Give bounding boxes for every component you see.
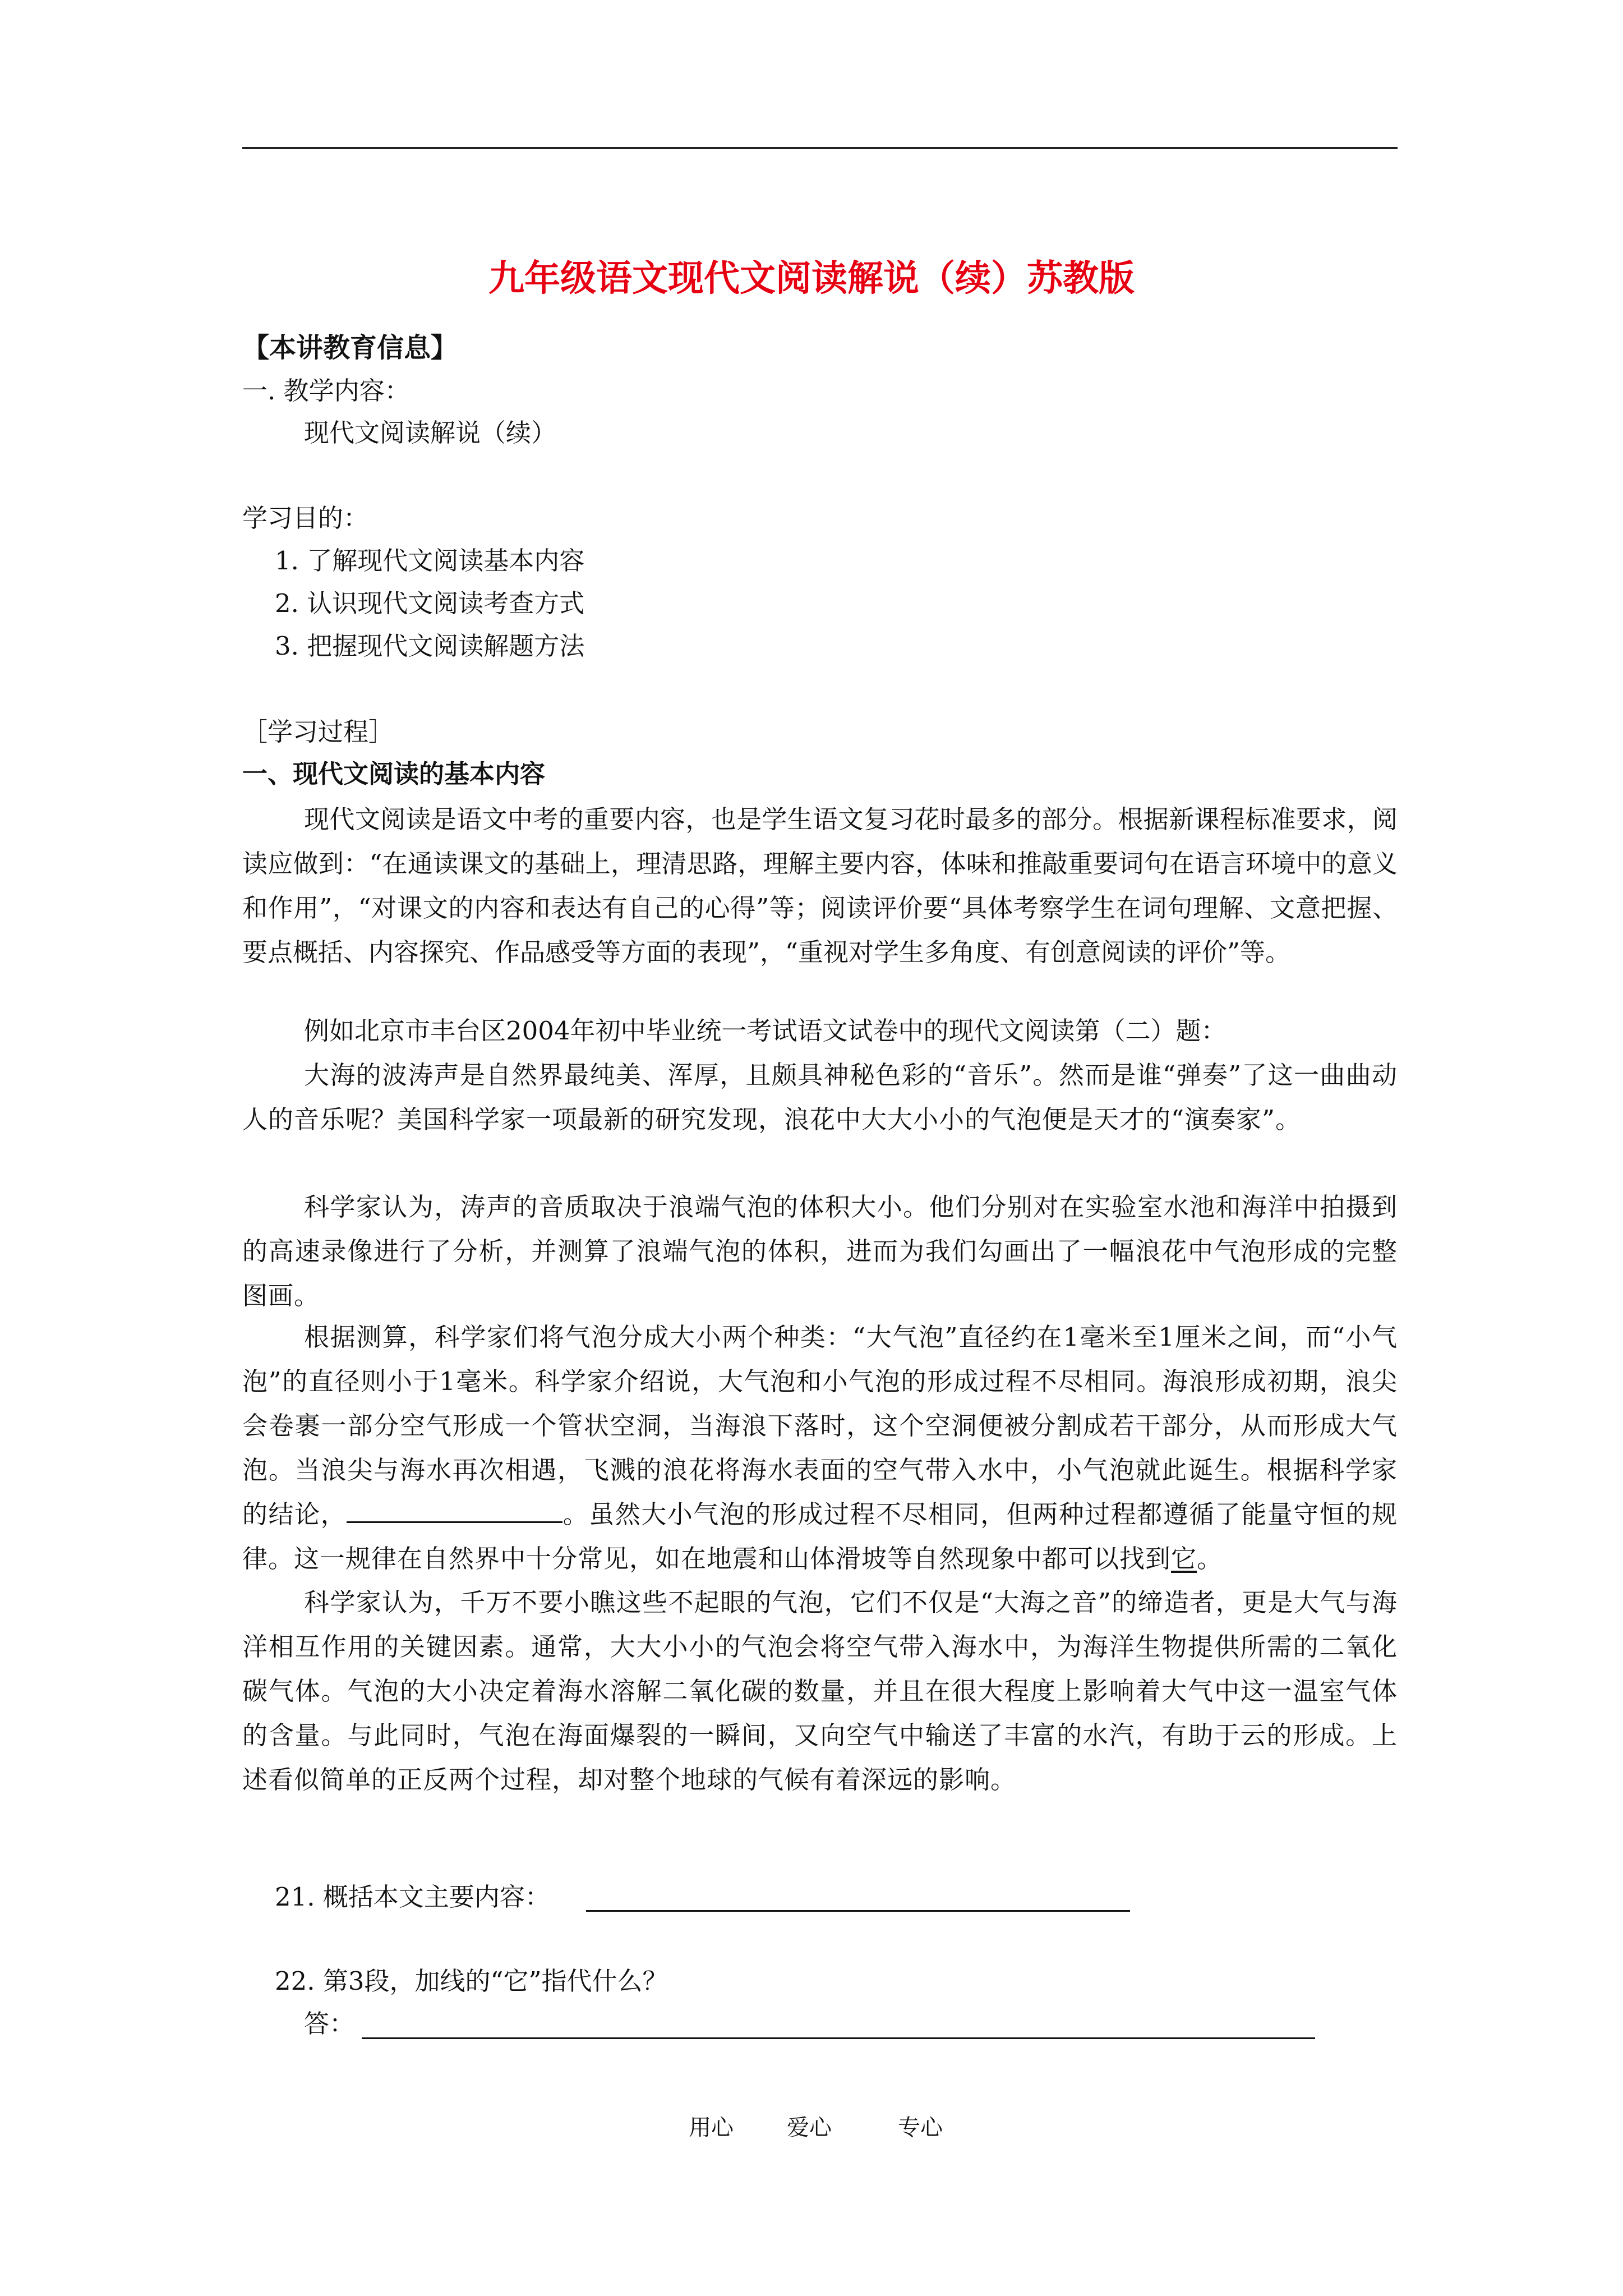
objective-item: 1. 了解现代文阅读基本内容 bbox=[275, 546, 585, 576]
footer-text-2: 爱心 bbox=[787, 2115, 832, 2141]
question-21-answer-line[interactable] bbox=[586, 1910, 1130, 1912]
question-21: 21. 概括本文主要内容： bbox=[275, 1882, 550, 1912]
footer-text-3: 专心 bbox=[898, 2115, 943, 2141]
process-label: ［学习过程］ bbox=[242, 717, 394, 747]
teaching-content: 现代文阅读解说（续） bbox=[304, 418, 557, 448]
objective-item: 2. 认识现代文阅读考查方式 bbox=[275, 588, 585, 618]
intro-paragraph: 现代文阅读是语文中考的重要内容，也是学生语文复习花时最多的部分。根据新课程标准要求，阅读应做到：“在通读课文的基础上，理清思路，理解主要内容，体味和推敲重要词句在语言环境中的意义和作用”，“对课文的内容和表达有自己的心得”等；阅读评价要“具体考察学生在词句理解、文意把握、要点概括、内容探究、作品感受等方面的表现”，“重视对学生多角度、有创意阅读的评价”等。 bbox=[242, 804, 1398, 967]
passage-paragraph-2: 科学家认为，涛声的音质取决于浪端气泡的体积大小。他们分别对在实验室水池和海洋中拍摄到的高速录像进行了分析，并测算了浪端气泡的体积，进而为我们勾画出了一幅浪花中气泡形成的完整图画。 bbox=[242, 1192, 1398, 1310]
footer-text-1: 用心 bbox=[689, 2115, 734, 2141]
passage-p3-before-blank: 根据测算，科学家们将气泡分成大小两个种类：“大气泡”直径约在1毫米至1厘米之间，而“小气泡”的直径则小于1毫米。科学家介绍说，大气泡和小气泡的形成过程不尽相同。海浪形成初期，浪尖会卷裹一部分空气形成一个管状空洞，当海浪下落时，这个空洞便被分割成若干部分，从而形成大气泡。当浪尖与海水再次相遇，飞溅的浪花将海水表面的空气带入水中，小气泡就此诞生。根据科学家的结论， bbox=[242, 1322, 1398, 1529]
passage-p3-after-blank: 。虽然大小气泡的形成过程不尽相同，但两种过程都遵循了能量守恒的规律。这一规律在自然界中十分常见，如在地震和山体滑坡等自然现象中都可以找到 bbox=[242, 1499, 1398, 1573]
passage-paragraph-3 bbox=[242, 1315, 1398, 1581]
passage-p3-end: 。 bbox=[1197, 1544, 1223, 1573]
document-title: 九年级语文现代文阅读解说（续）苏教版 bbox=[488, 257, 1135, 300]
section-header: 【本讲教育信息】 bbox=[242, 332, 458, 364]
teaching-content-label: 一. 教学内容： bbox=[242, 376, 410, 406]
part1-heading: 一、现代文阅读的基本内容 bbox=[242, 759, 546, 789]
fill-in-blank[interactable] bbox=[347, 1499, 562, 1523]
objective-item: 3. 把握现代文阅读解题方法 bbox=[275, 631, 585, 661]
question-22: 22. 第3段，加线的“它”指代什么？ bbox=[275, 1966, 668, 1996]
header-rule bbox=[242, 147, 1398, 149]
passage-paragraph-4: 科学家认为，千万不要小瞧这些不起眼的气泡，它们不仅是“大海之音”的缔造者，更是大气与海洋相互作用的关键因素。通常，大大小小的气泡会将空气带入海水中，为海洋生物提供所需的二氧化碳气体。气泡的大小决定着海水溶解二氧化碳的数量，并且在很大程度上影响着大气中这一温室气体的含量。与此同时，气泡在海面爆裂的一瞬间，又向空气中输送了丰富的水汽，有助于云的形成。上述看似简单的正反两个过程，却对整个地球的气候有着深远的影响。 bbox=[242, 1588, 1398, 1795]
passage-paragraph-1: 大海的波涛声是自然界最纯美、浑厚，且颇具神秘色彩的“音乐”。然而是谁“弹奏”了这一曲曲动人的音乐呢？美国科学家一项最新的研究发现，浪花中大大小小的气泡便是天才的“演奏家”。 bbox=[242, 1060, 1398, 1134]
question-22-answer-label: 答： bbox=[304, 2009, 355, 2039]
objectives-label: 学习目的： bbox=[242, 503, 369, 533]
question-22-answer-line[interactable] bbox=[362, 2037, 1315, 2039]
example-intro: 例如北京市丰台区2004年初中毕业统一考试语文试卷中的现代文阅读第（二）题： bbox=[304, 1016, 1227, 1046]
underlined-pronoun: 它 bbox=[1171, 1544, 1197, 1573]
